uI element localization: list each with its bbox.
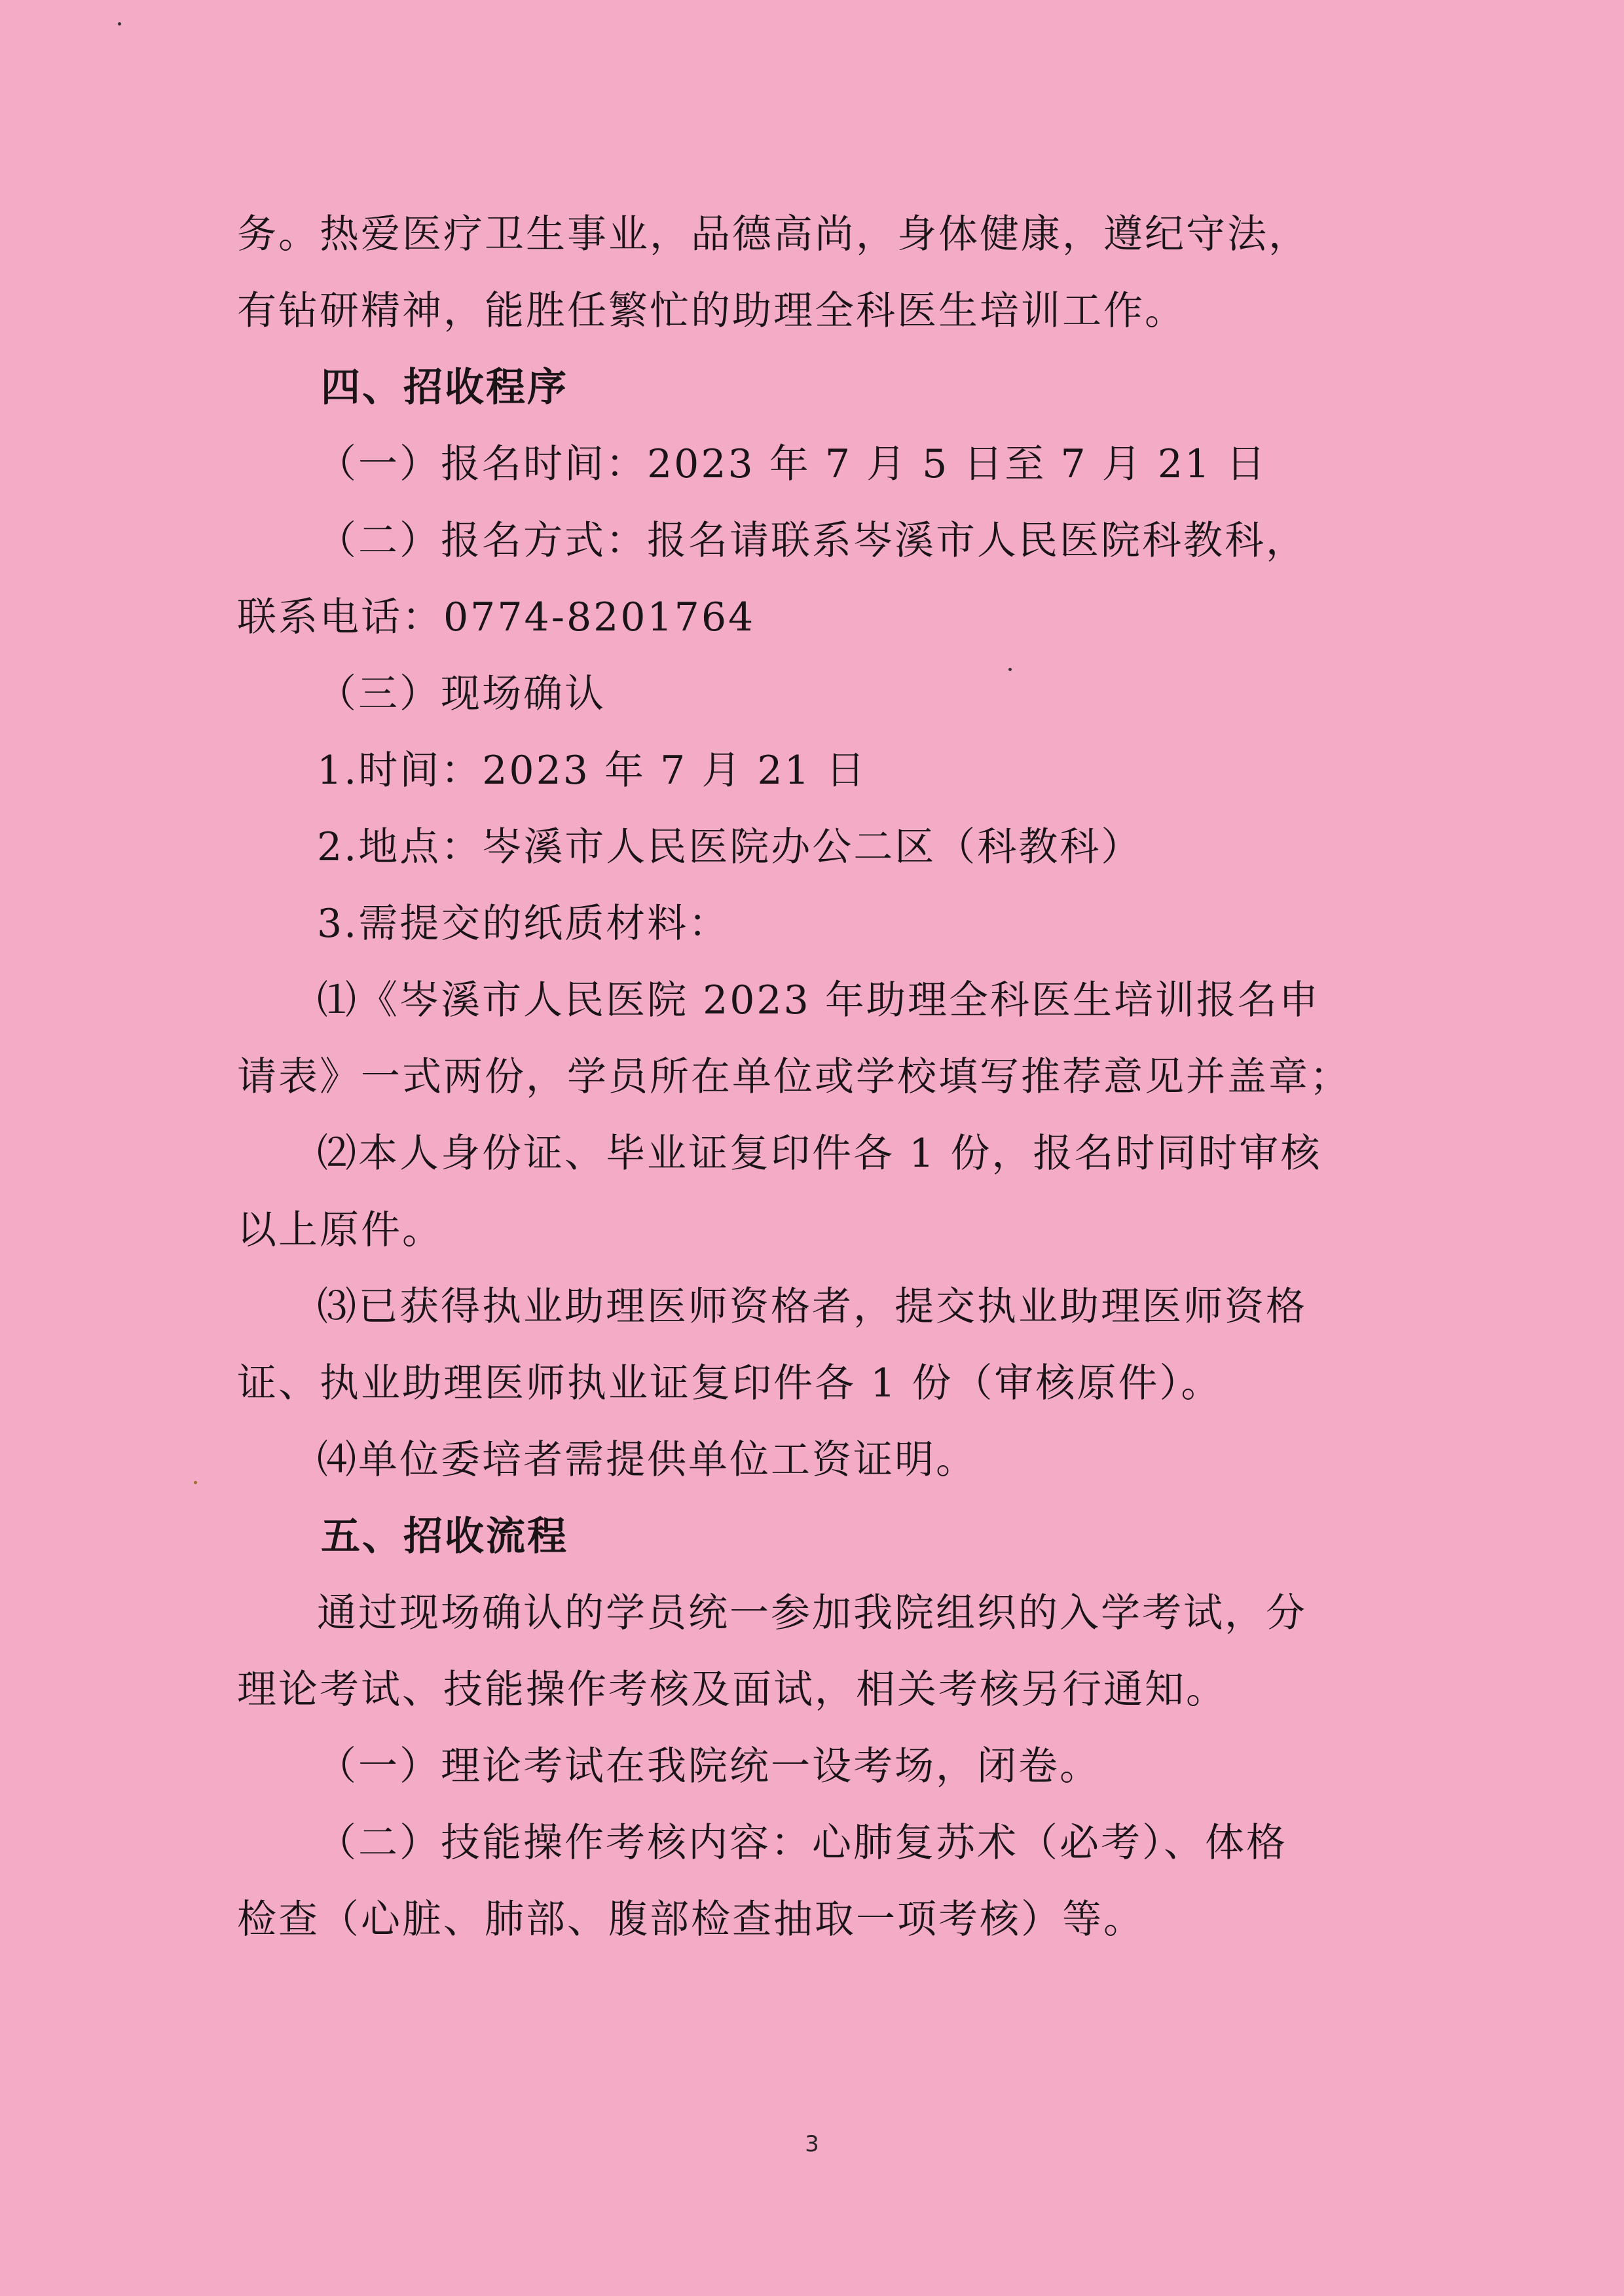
text-line: 证、执业助理医师执业证复印件各 1 份（审核原件）。 xyxy=(237,1360,1223,1406)
text-line: ⑴《岑溪市人民医院 2023 年助理全科医生培训报名申 xyxy=(317,977,1320,1023)
text-line: 2.地点：岑溪市人民医院办公二区（科教科） xyxy=(317,824,1143,870)
text-line: （一）理论考试在我院统一设考场，闭卷。 xyxy=(317,1743,1101,1789)
text-line: 通过现场确认的学员统一参加我院组织的入学考试，分 xyxy=(317,1590,1307,1636)
text-line: 检查（心脏、肺部、腹部检查抽取一项考核）等。 xyxy=(237,1897,1145,1942)
scan-speck xyxy=(118,22,121,26)
text-line: （二）技能操作考核内容：心肺复苏术（必考）、体格 xyxy=(317,1820,1287,1866)
scan-speck xyxy=(194,1481,197,1484)
text-line: ⑶已获得执业助理医师资格者，提交执业助理医师资格 xyxy=(317,1284,1307,1330)
text-line: 3.需提交的纸质材料： xyxy=(317,901,730,947)
section-heading: 四、招收程序 xyxy=(321,365,568,410)
text-line: 请表》一式两份，学员所在单位或学校填写推荐意见并盖章； xyxy=(237,1054,1351,1100)
text-line: 1.时间：2023 年 7 月 21 日 xyxy=(317,748,867,793)
text-line: （一）报名时间：2023 年 7 月 5 日至 7 月 21 日 xyxy=(317,441,1268,487)
text-line: 理论考试、技能操作考核及面试，相关考核另行通知。 xyxy=(237,1667,1227,1713)
text-line: （三）现场确认 xyxy=(317,671,606,717)
text-line: 务。热爱医疗卫生事业，品德高尚，身体健康，遵纪守法， xyxy=(237,211,1310,257)
text-line: 有钻研精神，能胜任繁忙的助理全科医生培训工作。 xyxy=(237,288,1186,334)
body-text xyxy=(237,196,1390,1958)
page-number: 3 xyxy=(805,2131,819,2157)
text-line: 以上原件。 xyxy=(237,1207,443,1253)
text-line: 联系电话：0774-8201764 xyxy=(237,594,756,640)
text-line: ⑵本人身份证、毕业证复印件各 1 份，报名时同时审核 xyxy=(317,1131,1322,1176)
section-heading: 五、招收流程 xyxy=(321,1514,568,1559)
text-line: ⑷单位委培者需提供单位工资证明。 xyxy=(317,1437,977,1483)
text-line: （二）报名方式：报名请联系岑溪市人民医院科教科， xyxy=(317,518,1307,564)
